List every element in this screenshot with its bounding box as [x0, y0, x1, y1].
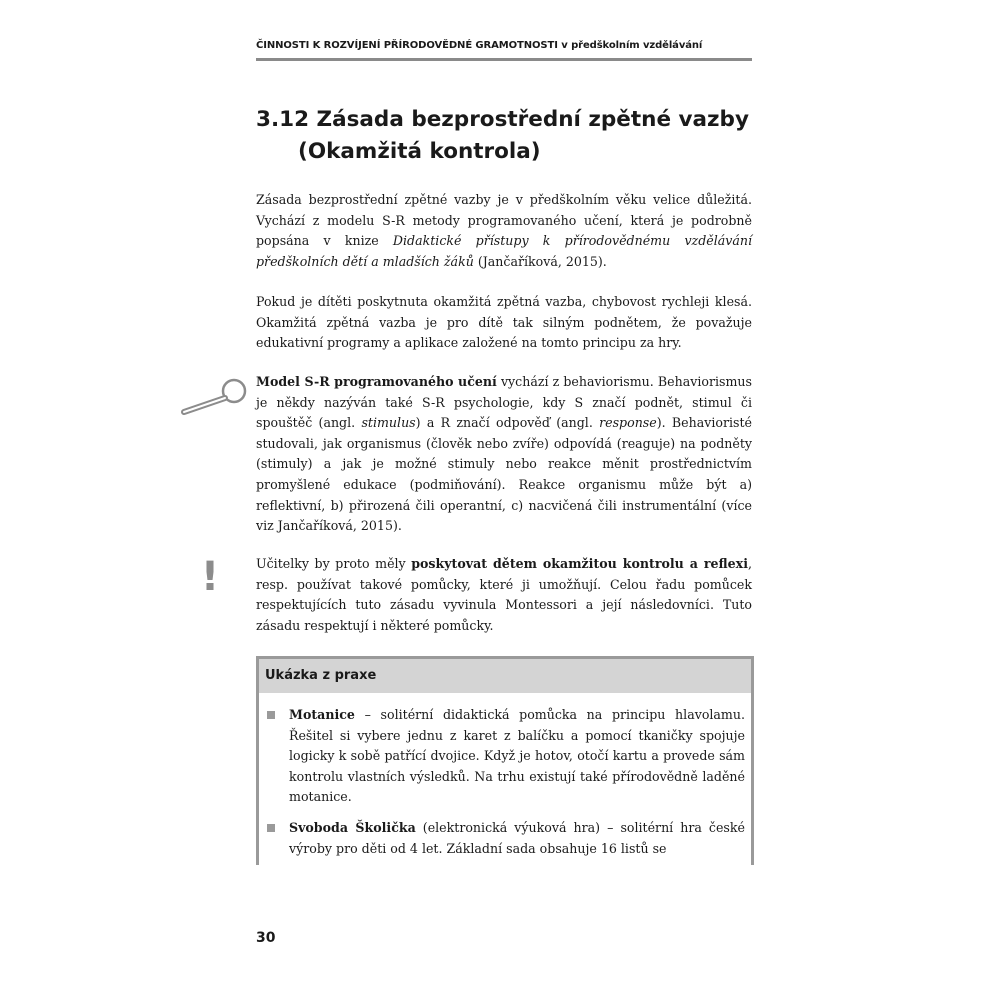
paragraph-teachers-text-b: , resp. používat takové pomůcky, které ji umožňují. Celou řadu pomůcek respektujících tuto zásadu vyvinula Montessori a její následovníci. Tuto zásadu respektují i některé pomůcky.: [256, 556, 752, 633]
section-title-line1: 3.12 Zásada bezprostřední zpětné vazby: [256, 107, 749, 132]
book-title: Didaktické přístupy k přírodovědnému vzdělávání předškolních dětí a mladších žáků: [256, 233, 753, 269]
list-item-term: Svoboda Školička: [289, 819, 416, 835]
model-sr-term: Model S-R programovaného učení: [256, 374, 497, 389]
paragraph-intro-text-b: (Jančaříková, 2015).: [473, 253, 607, 269]
header-rule: [256, 58, 752, 61]
running-head: [256, 40, 752, 51]
paragraph-model-sr: [256, 372, 752, 537]
paragraph-teachers-bold: poskytovat dětem okamžitou kontrolu a reflexi: [411, 556, 748, 571]
paragraph-model-sr-text-a: vychází z behaviorismu. Behaviorismus je někdy nazýván také S-R psychologie, kdy S značí podnět, stimul či spouštěč (angl.: [256, 374, 752, 431]
paragraph-model-sr-text-c: ). Behavioristé studovali, jak organismus (člověk nebo zvíře) odpovídá (reaguje) na podněty (stimuly) a jak je možné stimuly nebo reakce měnit prostřednictvím promyšlené edukace (podmiňování). Reakce organismu může být a) reflektivní, b) přirozená čili operantní, c) nacvičená čili instrumentální (více viz Jančaříková, 2015).: [256, 415, 752, 534]
paragraph-teachers: [256, 554, 752, 636]
paragraph-feedback: [256, 292, 752, 354]
practice-list: [259, 693, 751, 859]
running-head-tail: v předškolním vzdělávání: [561, 40, 703, 51]
term-stimulus: stimulus: [361, 415, 416, 431]
paragraph-feedback-text: Pokud je dítěti poskytnuta okamžitá zpětná vazba, chybovost rychleji klesá. Okamžitá zpětná vazba je pro dítě tak silným podnětem, že považuje edukativní programy a aplikace založené na tomto principu za hry.: [256, 294, 752, 351]
practice-box-header: Ukázka z praxe: [259, 659, 751, 693]
list-item: [265, 818, 745, 859]
list-item: [265, 705, 745, 808]
paragraph-teachers-text-a: Učitelky by proto měly: [256, 556, 412, 571]
practice-box: [256, 656, 754, 865]
paragraph-model-sr-text-b: ) a R značí odpověď (angl.: [415, 415, 600, 431]
exclamation-icon: !: [200, 554, 220, 600]
magnifier-icon: [180, 376, 252, 416]
section-title: [256, 104, 756, 168]
square-bullet-icon: [267, 824, 275, 832]
running-head-caps: ČINNOSTI K ROZVÍJENÍ PŘÍRODOVĚDNÉ GRAMOTNOSTI: [256, 40, 558, 51]
section-title-line2: (Okamžitá kontrola): [298, 139, 541, 164]
paragraph-intro: [256, 190, 752, 272]
term-response: response: [599, 415, 657, 431]
list-item-text: – solitérní didaktická pomůcka na principu hlavolamu. Řešitel si vybere jednu z karet z balíčku a pomocí tkaničky spojuje logicky k sobě patřící dvojice. Když je hotov, otočí kartu a provede sám kontrolu vlastních výsledků. Na trhu existují také přírodovědně laděné motanice.: [289, 707, 745, 805]
page-number: 30: [256, 930, 276, 946]
paragraph-intro-text-a: Zásada bezprostřední zpětné vazby je v předškolním věku velice důležitá. Vychází z modelu S-R metody programovaného učení, která je podrobně popsána v knize: [256, 192, 752, 249]
list-item-text: (elektronická výuková hra) – solitérní hra české výroby pro děti od 4 let. Základní sada obsahuje 16 listů se: [289, 819, 745, 856]
list-item-term: Motanice: [289, 707, 355, 722]
square-bullet-icon: [267, 711, 275, 719]
